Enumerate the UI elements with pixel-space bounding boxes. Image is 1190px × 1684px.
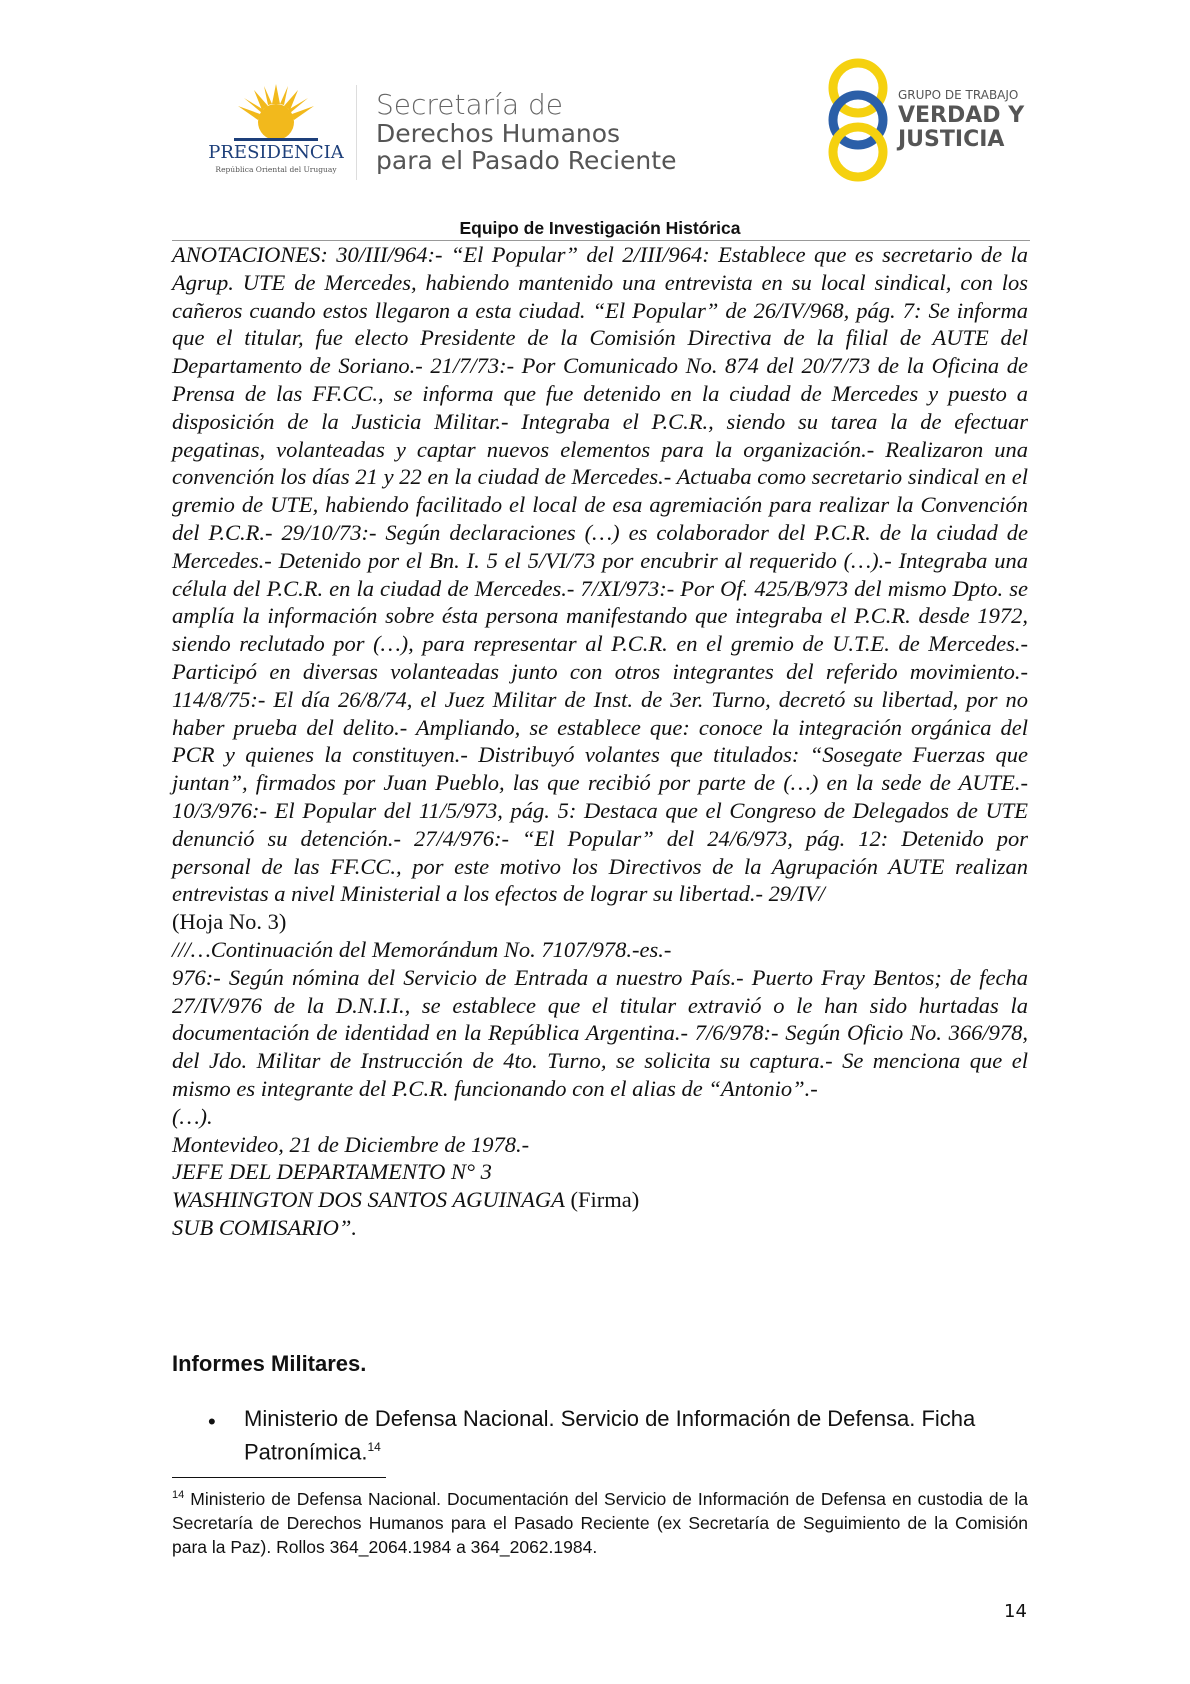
continuation-paragraph: 976:- Según nómina del Servicio de Entrada a nuestro País.- Puerto Fray Bentos; de fecha 27/IV/976 de la D.N.I.I., se establece que el titular extravió o le han sido hurtadas la documentación de identidad en la República Argentina.- 7/6/978:- Según Oficio No. 366/978, del Jdo. Militar de Instrucción de 4to. Turno, se solicita su captura.- Se menciona que el mismo es integrante del P.C.R. funcionando con el alias de “Antonio”.- — [172, 964, 1028, 1101]
continuacion-line: ///…Continuación del Memorándum No. 7107/978.-es.- — [172, 936, 672, 962]
grupo-trabajo-logo — [822, 58, 1042, 183]
signatory-name: WASHINGTON DOS SANTOS AGUINAGA — [172, 1187, 565, 1213]
presidencia-name: PRESIDENCIA — [208, 142, 344, 163]
page-number: 14 — [1004, 1601, 1027, 1622]
date-line: Montevideo, 21 de Diciembre de 1978.- — [172, 1131, 530, 1157]
team-title: Equipo de Investigación Histórica — [459, 218, 741, 238]
document-body — [172, 241, 1028, 1242]
anotaciones-paragraph: ANOTACIONES: 30/III/964:- “El Popular” del 2/III/964: Establece que es secretario de la Agrup. UTE de Mercedes, habiendo mantenido una entrevista en su local sindical, con los cañeros cuando estos llegaron a esta ciudad. “El Popular” de 26/IV/968, pág. 7: Se informa que el titular, fue electo Presidente de la Comisión Directiva de la filial de AUTE del Departamento de Soriano.- 21/7/73:- Por Comunicado No. 874 del 20/7/73 de la Oficina de Prensa de las FF.CC., se informa que fue detenido en la ciudad de Mercedes y puesto a disposición de la Justicia Militar.- Integraba el P.C.R., siendo su tarea la de efectuar pegatinas, volanteadas y captar nuevos elementos para la organización.- Realizaron una convención los días 21 y 22 en la ciudad de Mercedes.- Actuaba como secretario sindical en el gremio de UTE, habiendo facilitado el local de esa agremiación para realizar la Convención del P.C.R.- 29/10/73:- Según declaraciones (…) es colaborador del P.C.R. de la ciudad de Mercedes.- Detenido por el Bn. I. 5 el 5/VI/73 por encubrir al requerido (…).- Integraba una célula del P.C.R. en la ciudad de Mercedes.- 7/XI/973:- Por Of. 425/B/973 del mismo Dpto. se amplía la información sobre ésta persona manifestando que integraba el P.C.R. desde 1972, siendo reclutado por (…), para representar al P.C.R. en el gremio de U.T.E. de Mercedes.- Participó en diversas volanteadas junto con otros integrantes del referido movimiento.- 114/8/75:- El día 26/8/74, el Juez Militar de Inst. de 3er. Turno, decretó su libertad, por no haber prueba del delito.- Ampliando, se establece que: conoce la integración orgánica del PCR y quienes la constituyen.- Distribuyó volantes que titulados: “Sosegate Fuerzas que juntan”, firmados por Juan Pueblo, las que recibió por parte de (…) en la sede de AUTE.- 10/3/976:- El Popular del 11/5/973, pág. 5: Destaca que el Congreso de Delegados de UTE denunció su detención.- 27/4/976:- “El Popular” del 24/6/973, pág. 12: Detenido por personal de las FF.CC., por este motivo los Directivos de la Agrupación AUTE realizan entrevistas a nivel Ministerial a los efectos de lograr su libertad.- 29/IV/ — [172, 242, 1028, 907]
sun-emblem-icon — [234, 82, 318, 144]
presidencia-subtitle: República Oriental del Uruguay — [215, 165, 337, 174]
footnote-text: Ministerio de Defensa Nacional. Documentación del Servicio de Información de Defensa en custodia de la Secretaría de Derechos Humanos para el Pasado Reciente (ex Secretaría de Seguimiento de la Comisión para la Paz). Rollos 364_2064.1984 a 364_2062.1984. — [172, 1488, 1028, 1557]
firma-label: (Firma) — [564, 1187, 640, 1213]
rank-line: SUB COMISARIO”. — [172, 1214, 357, 1240]
footnote-ref[interactable]: 14 — [367, 1440, 381, 1454]
footnote-number: 14 — [172, 1489, 185, 1501]
grupo-trabajo-label: GRUPO DE TRABAJO — [898, 88, 1019, 102]
logo-divider — [356, 85, 357, 180]
verdad-label: VERDAD Y — [898, 103, 1025, 128]
bullet-icon: • — [208, 1409, 216, 1434]
signature-line — [172, 1186, 1028, 1214]
footnote-rule — [172, 1477, 386, 1478]
secretaria-line3: para el Pasado Reciente — [376, 146, 677, 175]
jefe-line: JEFE DEL DEPARTAMENTO N° 3 — [172, 1159, 492, 1185]
presidencia-logo — [196, 82, 356, 182]
footnote — [172, 1483, 1028, 1559]
secretaria-line1: Secretaría de — [376, 88, 564, 121]
justicia-label: JUSTICIA — [898, 127, 1005, 152]
ellipsis-line: (…). — [172, 1103, 213, 1129]
hoja-line: (Hoja No. 3) — [172, 909, 287, 935]
secretaria-line2: Derechos Humanos — [376, 119, 621, 148]
bullet-text: Ministerio de Defensa Nacional. Servicio de Información de Defensa. Ficha Patronímica. — [244, 1406, 976, 1465]
page-header — [0, 0, 1190, 200]
secretaria-logo-text — [376, 90, 676, 174]
bullet-item — [244, 1404, 1024, 1466]
section-heading: Informes Militares. — [172, 1351, 367, 1376]
interlocked-rings-icon — [822, 58, 894, 183]
